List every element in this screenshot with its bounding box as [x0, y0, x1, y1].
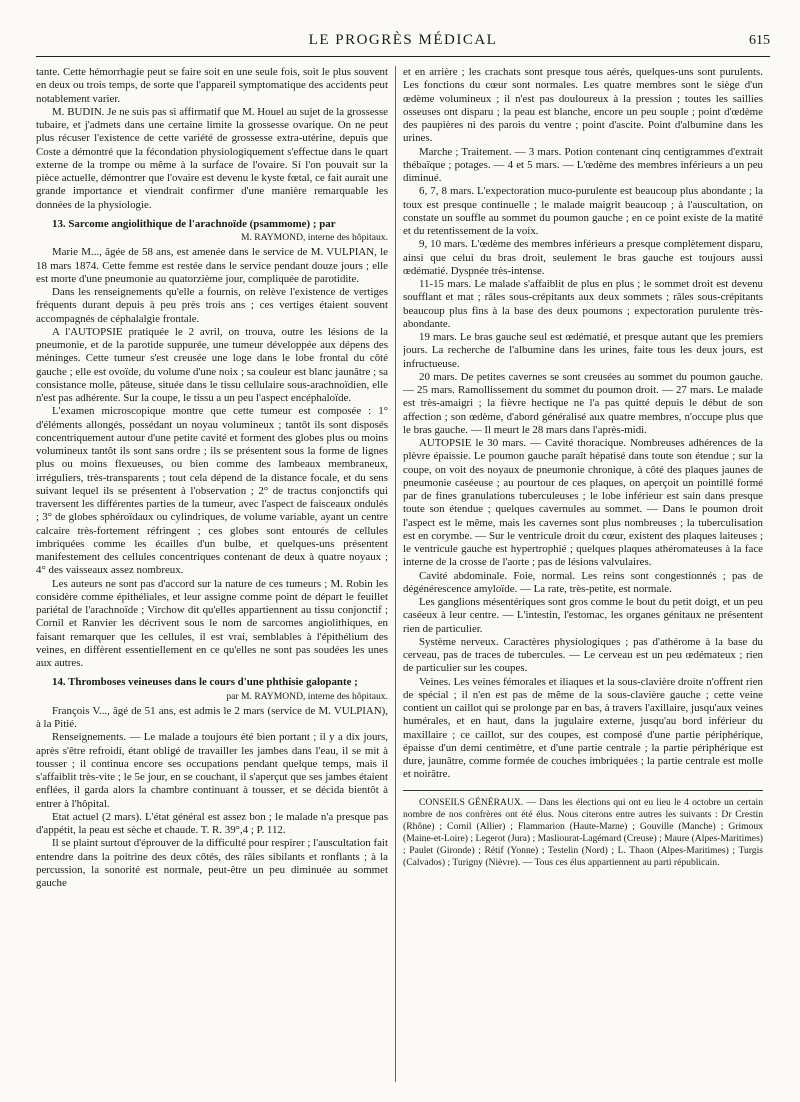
paragraph: Les ganglions mésentériques sont gros comme le bout du petit doigt, et un peu caséeux à leur centre. — L'intestin, l'estomac, les organes génitaux ne présentent rien de particulier.	[403, 596, 763, 635]
right-column	[403, 66, 763, 1086]
paragraph: tante. Cette hémorrhagie peut se faire soit en une seule fois, soit le plus souvent en deux ou trois temps, de sorte que l'appareil symptomatique des accidents peut notablement varier.	[36, 66, 388, 105]
paragraph: Marche ; Traitement. — 3 mars. Potion contenant cinq centigrammes d'extrait thébaïque ; potages. — 4 et 5 mars. — L'œdème des membres inférieurs a un peu diminué.	[403, 145, 763, 184]
footnote: CONSEILS GÉNÉRAUX. — Dans les élections qui ont eu lieu le 4 octobre un certain nombre de nos confrères ont été élus. Nous citerons entre autres les suivants : Dr Crestin (Rhône) ; Cornil (Allier) ; Flammarion (Haute-Marne) ; Gouville (Manche) ; Grimoux (Maine-et-Loire) ; Legerot (Jura) ; Masliourat-Lagémard (Creuse) ; Maure (Alpes-Maritimes) ; Paulet (Gironde) ; Rétif (Yonne) ; Testelin (Nord) ; L. Thaon (Alpes-Maritimes) ; Turgis (Calvados) ; Turigny (Nièvre). — Tous ces élus appartiennent au parti républicain.	[403, 796, 763, 868]
paragraph: et en arrière ; les crachats sont presque tous aérés, quelques-uns sont purulents. Les fonctions du cœur sont normales. Les quatre membres sont le siège d'un œdème volumineux ; il n'est pas douloureux à la pression ; toutes les saillies osseuses ont disparu ; la peau est blanche, encore un peu souple ; point d'œdème des paupières ni des parois du ventre ; point d'ascite. Point d'albumine dans les urines.	[403, 66, 763, 145]
paragraph: 9, 10 mars. L'œdème des membres inférieurs a presque complètement disparu, ainsi que celui du bras droit, seulement le bras gauche est toujours aussi œdématié. Dyspnée très-intense.	[403, 238, 763, 277]
paragraph: Renseignements. — Le malade a toujours été bien portant ; il y a dix jours, après s'être refroidi, étant obligé de travailler les jambes dans l'eau, il se mit à tousser ; il continua encore ses occupations pendant quelque temps, mais il s'affaiblit très-vite ; le 5e jour, en se couchant, il s'aperçut que ses jambes étaient enflées, il garda alors la chambre continuant à tousser, et se décida bientôt à entrer à l'hôpital.	[36, 731, 388, 810]
paragraph: A l'AUTOPSIE pratiquée le 2 avril, on trouva, outre les lésions de la pneumonie, et de la parotide suppurée, une tumeur développée aux dépens des méninges. Cette tumeur s'est creusée une loge dans le lobe frontal du côté gauche ; elle est ovoïde, du volume d'une noix ; sa couleur est blanc jaunâtre ; sa consistance molle, pâteuse, située dans le tissu cellulaire sous-arachnoïdien, elle n'est pas adhérente. Sur la coupe, le tissu a un peu l'aspect encéphaloïde.	[36, 325, 388, 404]
paragraph: AUTOPSIE le 30 mars. — Cavité thoracique. Nombreuses adhérences de la plèvre épaissie. Le poumon gauche paraît hépatisé dans toute son étendue ; sur la coupe, on voit des noyaux de pneumonie chronique, à côté des plaques jaunes de pneumonie caséeuse ; au pourtour de ces plaques, on aperçoit un pointillé formé par de fines granulations tuberculeuses ; le lobe inférieur est sain dans presque toute son étendue ; quelques cavernules au sommet. — Dans le poumon droit l'aspect est le même, mais les cavernes sont plus nombreuses ; la tuberculisation est en corymbe. — Sur le ventricule droit du cœur, existent des plaques laiteuses ; le ventricule gauche est hypertrophié ; quelques plaques athéromateuses à la face interne de la crosse de l'aorte ; pas de lésions valvulaires.	[403, 437, 763, 569]
section-title: 14. Thromboses veineuses dans le cours d'une phthisie galopante ;	[52, 676, 358, 689]
page-number: 615	[749, 33, 770, 48]
column-divider	[395, 66, 396, 1082]
paragraph: Cavité abdominale. Foie, normal. Les reins sont congestionnés ; pas de dégénérescence amyloïde. — La rate, très-petite, est normale.	[403, 569, 763, 595]
paragraph: Il se plaint surtout d'éprouver de la difficulté pour respirer ; l'auscultation fait entendre dans la poitrine des deux côtés, des râles sibilants et ronflants ; à la percussion, la sonorité est normale, peut-être un peu diminuée au sommet gauche	[36, 837, 388, 889]
paragraph: Veines. Les veines fémorales et iliaques et la sous-clavière droite n'offrent rien de spécial ; il n'en est pas de même de la sous-clavière gauche ; cette veine contient un caillot qui se prolonge par en bas, à travers l'axillaire, jusqu'aux veines humérales, et en haut, dans la jugulaire externe, jusqu'au bord inférieur du maxillaire ; ce caillot, sur des coupes, est composé d'une partie périphérique, épaisse d'un demi centimètre, et d'une partie centrale ; la partie périphérique est dure, jaunâtre, comme formée de couches imbriquées ; la partie centrale est molle et noirâtre.	[403, 675, 763, 781]
paragraph: François V..., âgé de 51 ans, est admis le 2 mars (service de M. VULPIAN), à la Pitié.	[36, 704, 388, 730]
section-author: M. RAYMOND, interne des hôpitaux.	[240, 232, 388, 243]
paragraph: Marie M..., âgée de 58 ans, est amenée dans le service de M. VULPIAN, le 18 mars 1874. Cette femme est restée dans le service pendant douze jours ; elle est morte d'une pneumonie au quatorzième jour, compliquée de parotidite.	[36, 246, 388, 285]
paragraph: 20 mars. De petites cavernes se sont creusées au sommet du poumon gauche. — 25 mars. Ramollissement du sommet du poumon droit. — 27 mars. Le malade est très-amaigri ; la fièvre hectique ne l'a pas quitté depuis le début de son affection ; son œdème, d'abord généralisé aux quatre membres, n'occupe plus que le bras gauche. — Il meurt le 28 mars dans l'après-midi.	[403, 370, 763, 436]
paragraph: 19 mars. Le bras gauche seul est œdématié, et presque autant que les premiers jours. La recherche de l'albumine dans les urines, faite tous les deux jours, est infructueuse.	[403, 331, 763, 370]
section-author: par M. RAYMOND, interne des hôpitaux.	[226, 690, 388, 702]
paragraph: Dans les renseignements qu'elle a fournis, on relève l'existence de vertiges fréquents durant depuis à peu près trois ans ; ces vertiges étaient souvent accompagnés de céphalalgie frontale.	[36, 286, 388, 325]
paragraph: Les auteurs ne sont pas d'accord sur la nature de ces tumeurs ; M. Robin les considère comme épithéliales, et leur assigne comme point de départ le feuillet pariétal de l'arachnoïde ; Virchow dit qu'elles appartiennent au tissu conjonctif ; Cornil et Ranvier les décrivent sous le nom de sarcomes angiolithiques, en faisant remarquer que les cellules, il est vrai, semblables à l'épithélium des veines, en diffèrent essentiellement en ce qu'elles ne sont pas soudées les unes aux autres.	[36, 577, 388, 669]
paragraph: M. BUDIN. Je ne suis pas si affirmatif que M. Houel au sujet de la grossesse tubaire, et j'admets dans une certaine limite la grossesse ovarique. On ne peut plus récuser l'existence de cette variété de grossesse extra-utérine, depuis que Coste a démontré que la fécondation physiologiquement s'effectue dans le quart externe de la trompe ou même à la surface de l'ovaire. Si l'on pouvait sur la pièce actuelle, démontrer que l'ovaire est devenu le kyste fœtal, ce fait aurait une grande importance et viendrait confirmer d'une manière remarquable les données de la physiologie.	[36, 105, 388, 211]
page-header	[36, 30, 770, 57]
paragraph: 6, 7, 8 mars. L'expectoration muco-purulente est beaucoup plus abondante ; la toux est presque continuelle ; le malade maigrit beaucoup ; à l'auscultation, on constate un souffle au sommet du poumon gauche ; en ce point existe de la matité et du retentissement de la voix.	[403, 185, 763, 237]
paragraph: L'examen microscopique montre que cette tumeur est composée : 1° d'éléments allongés, possédant un noyau volumineux ; tantôt ils sont disposés concentriquement autour d'une petite cavité et forment des globes plus ou moins volumineux tantôt ils sont sans ordre ; ils se présentent sous la forme de lignes plus ou moins flexueuses, ou bien comme des lambeaux membraneux, irréguliers, très-transparents ; tout cela dépend de la distance focale, et du sens suivant lequel ils se présentent à l'observation ; 2° de tractus conjonctifs qui traversent les différentes parties de la tumeur, avec l'aspect de faisceaux ondulés ; 3° de globes sphéroïdaux ou cylindriques, de volume variable, ayant un centre calcaire très-fortement réfringent ; ces globes sont entourés de cellules imbriquées comme les écailles d'un bulbe, et quelques-uns présentent manifestement des cellules concentriques contenant de deux à quatre noyaux ; 4° des vaisseaux assez nombreux.	[36, 405, 388, 577]
paragraph: Système nerveux. Caractères physiologiques ; pas d'athérome à la base du cerveau, pas de traces de tubercules. — Le cerveau est un peu œdémateux ; rien de particulier sur les coupes.	[403, 635, 763, 675]
section-title: 13. Sarcome angiolithique de l'arachnoïde (psammome) ; par	[52, 217, 336, 230]
footnote-separator	[403, 790, 763, 791]
paragraph: 11-15 mars. Le malade s'affaiblit de plus en plus ; le sommet droit est devenu soufflant et mat ; râles sous-crépitants aux deux sommets ; râles sous-crépitants beaucoup plus fins à la base des deux poumons ; expectoration purulente très-abondante.	[403, 278, 763, 330]
left-column	[36, 66, 388, 1086]
running-title: LE PROGRÈS MÉDICAL	[308, 32, 498, 48]
paragraph: Etat actuel (2 mars). L'état général est assez bon ; le malade n'a presque pas d'appétit, la peau est sèche et chaude. T. R. 39°,4 ; P. 112.	[36, 810, 388, 836]
